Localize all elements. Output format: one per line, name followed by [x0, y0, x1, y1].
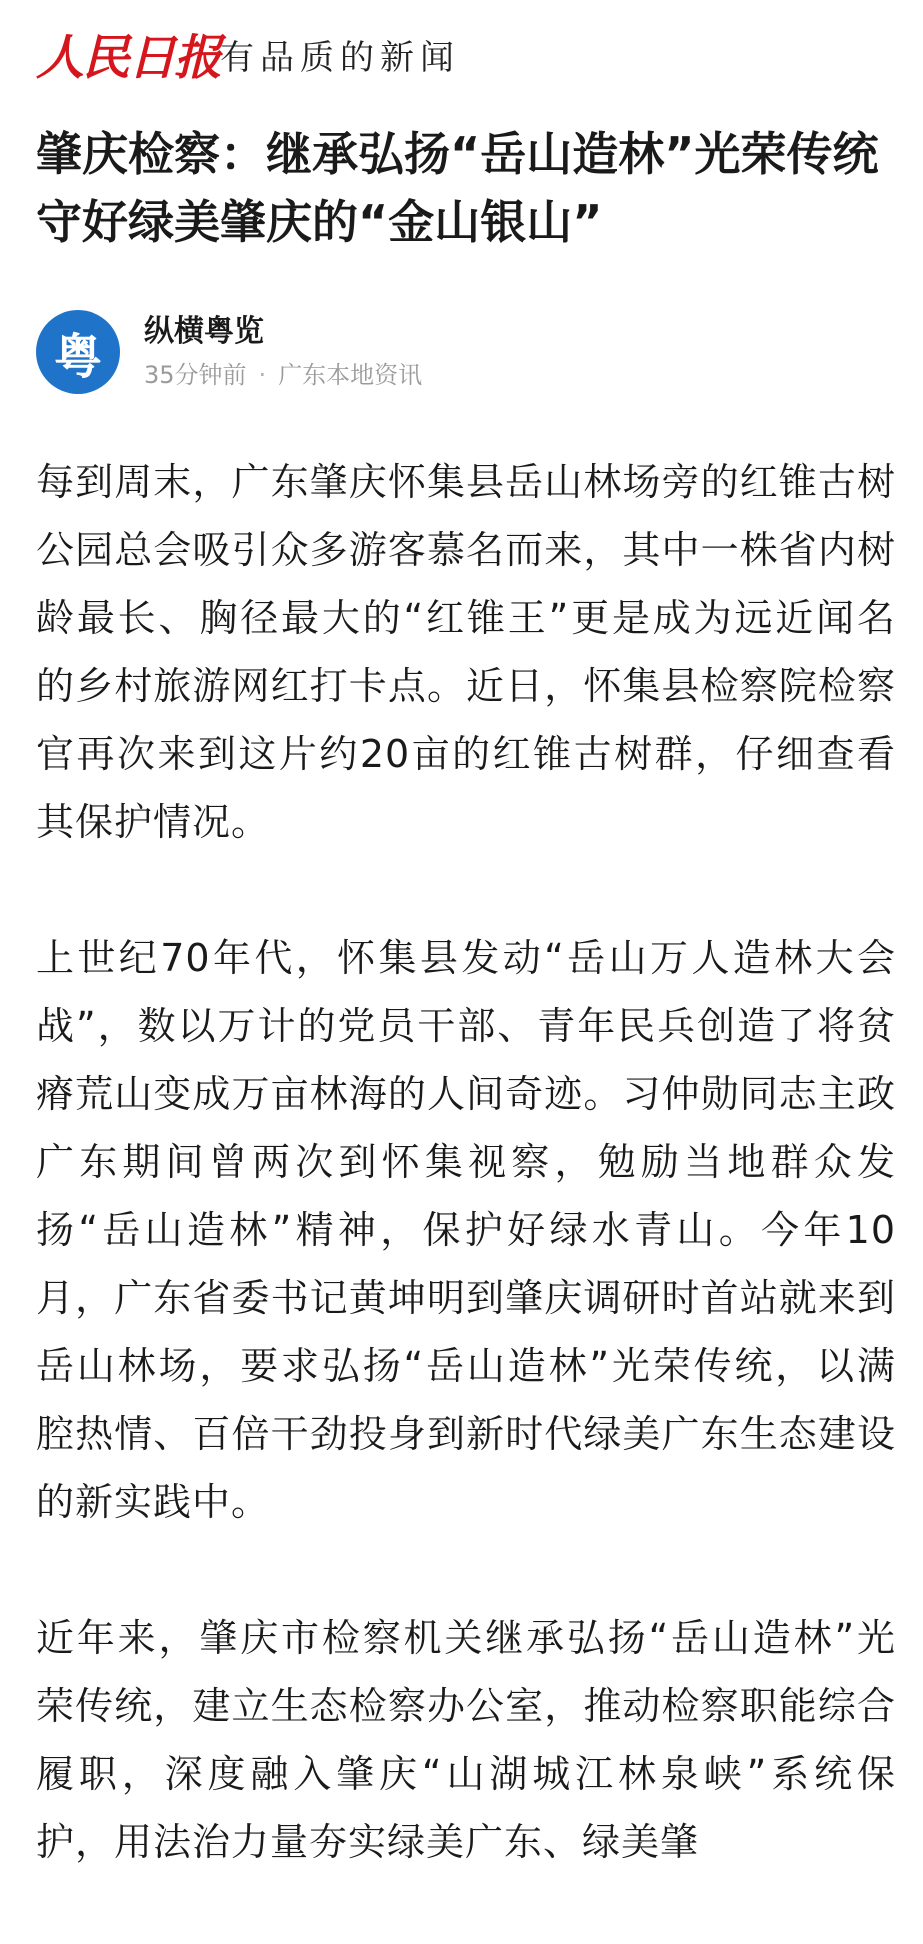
- article-category: 广东本地资讯: [278, 361, 423, 389]
- people-daily-logo[interactable]: 人民日报: [36, 30, 221, 86]
- article-paragraph: 近年来，肇庆市检察机关继承弘扬“岳山造林”光荣传统，建立生态检察办公室，推动检察职能综合履职，深度融入肇庆“山湖城江林泉峡”系统保护，用法治力量夯实绿美广东、绿美肇: [36, 1616, 896, 1864]
- meta-separator: ·: [258, 361, 267, 389]
- publish-time: 35分钟前: [144, 361, 247, 389]
- author-avatar[interactable]: 粤: [36, 310, 120, 394]
- article-paragraph: 每到周末，广东肇庆怀集县岳山林场旁的红锥古树公园总会吸引众多游客慕名而来，其中一株省内树龄最长、胸径最大的“红锥王”更是成为远近闻名的乡村旅游网红打卡点。近日，怀集县检察院检察官再次来到这片约20亩的红锥古树群，仔细查看其保护情况。: [36, 460, 896, 844]
- article-meta: [144, 358, 422, 392]
- header-slogan: 有品质的新闻: [220, 38, 460, 78]
- app-header: [0, 0, 923, 110]
- author-name[interactable]: 纵横粤览: [144, 314, 264, 349]
- article-title: 肇庆检察：继承弘扬“岳山造林”光荣传统 守好绿美肇庆的“金山银山”: [36, 127, 879, 249]
- article-paragraph: 上世纪70年代，怀集县发动“岳山万人造林大会战”，数以万计的党员干部、青年民兵创造了将贫瘠荒山变成万亩林海的人间奇迹。习仲勋同志主政广东期间曾两次到怀集视察，勉励当地群众发扬“岳山造林”精神，保护好绿水青山。今年10月，广东省委书记黄坤明到肇庆调研时首站就来到岳山林场，要求弘扬“岳山造林”光荣传统，以满腔热情、百倍干劲投身到新时代绿美广东生态建设的新实践中。: [36, 936, 896, 1524]
- article-body: [36, 448, 896, 1944]
- author-row: [36, 308, 896, 398]
